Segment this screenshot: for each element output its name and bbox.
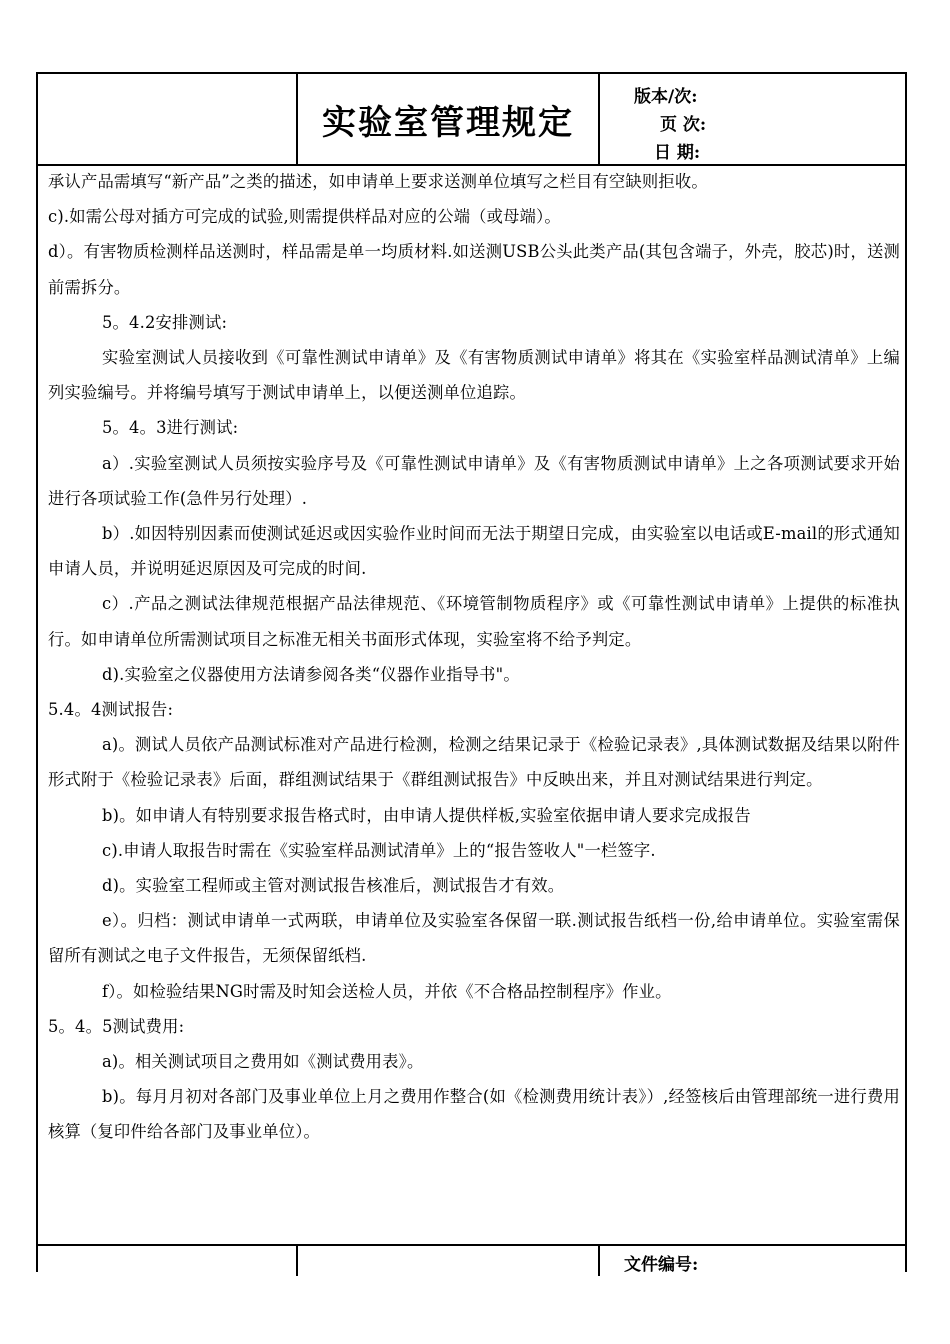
paragraph: d）。有害物质检测样品送测时，样品需是单一均质材料.如送测USB公头此类产品(其包含端子，外壳，胶芯)时，送测前需拆分。	[48, 242, 900, 297]
paragraph: d)。实验室工程师或主管对测试报告核准后，测试报告才有效。	[102, 876, 565, 896]
paragraph: e）。归档：测试申请单一式两联，申请单位及实验室各保留一联.测试报告纸档一份,给申请单位。实验室需保留所有测试之电子文件报告，无须保留纸档.	[48, 911, 900, 966]
paragraph: f）。如检验结果NG时需及时知会送检人员，并依《不合格品控制程序》作业。	[102, 981, 672, 1001]
footer-cell-left	[38, 1246, 298, 1276]
date-label: 日 期:	[654, 143, 701, 163]
paragraph: c).如需公母对插方可完成的试验,则需提供样品对应的公端（或母端）。	[48, 207, 561, 227]
paragraph: a)。测试人员依产品测试标准对产品进行检测，检测之结果记录于《检验记录表》,具体测试数据及结果以附件形式附于《检验记录表》后面，群组测试结果于《群组测试报告》中反映出来，并且对测试结果进行判定。	[48, 735, 900, 790]
page-label: 页 次:	[660, 115, 707, 135]
section-heading: 5。4。5测试费用:	[48, 1016, 185, 1036]
header-meta-cell	[600, 74, 905, 164]
document-frame	[36, 72, 907, 1275]
paragraph: c）.产品之测试法律规范根据产品法律规范、《环境管制物质程序》或《可靠性测试申请单》上提供的标准执行。如申请单位所需测试项目之标准无相关书面形式体现，实验室将不给予判定。	[48, 594, 900, 649]
document-body	[48, 164, 900, 1150]
document-footer	[38, 1244, 905, 1276]
footer-cell-right	[600, 1246, 905, 1276]
document-title: 实验室管理规定	[298, 74, 600, 164]
header-logo-cell	[38, 74, 298, 164]
paragraph: a)。相关测试项目之费用如《测试费用表》。	[102, 1052, 424, 1072]
section-heading: 5.4。4测试报告:	[48, 700, 174, 720]
paragraph: c).申请人取报告时需在《实验室样品测试清单》上的“报告签收人"一栏签字.	[102, 840, 656, 860]
paragraph: 承认产品需填写“新产品”之类的描述，如申请单上要求送测单位填写之栏目有空缺则拒收。	[48, 172, 708, 191]
version-label: 版本/次:	[634, 87, 698, 107]
paragraph: 实验室测试人员接收到《可靠性测试申请单》及《有害物质测试申请单》将其在《实验室样品测试清单》上编列实验编号。并将编号填写于测试申请单上，以便送测单位追踪。	[48, 348, 900, 403]
paragraph: b）.如因特别因素而使测试延迟或因实验作业时间而无法于期望日完成，由实验室以电话或E-mail的形式通知申请人员，并说明延迟原因及可完成的时间.	[48, 524, 900, 579]
paragraph: b)。如申请人有特别要求报告格式时，由申请人提供样板,实验室依据申请人要求完成报告	[102, 805, 751, 825]
paragraph: d).实验室之仪器使用方法请参阅各类“仪器作业指导书"。	[102, 664, 520, 684]
doc-number-label: 文件编号:	[624, 1255, 699, 1275]
section-heading: 5。4.2安排测试:	[102, 312, 228, 332]
footer-cell-middle	[298, 1246, 600, 1276]
section-heading: 5。4。3进行测试:	[102, 418, 239, 438]
document-header	[38, 74, 905, 166]
paragraph: b)。每月月初对各部门及事业单位上月之费用作整合(如《检测费用统计表》）,经签核后由管理部统一进行费用核算（复印件给各部门及事业单位）。	[48, 1087, 900, 1142]
paragraph: a）.实验室测试人员须按实验序号及《可靠性测试申请单》及《有害物质测试申请单》上之各项测试要求开始进行各项试验工作(急件另行处理）.	[48, 453, 900, 508]
